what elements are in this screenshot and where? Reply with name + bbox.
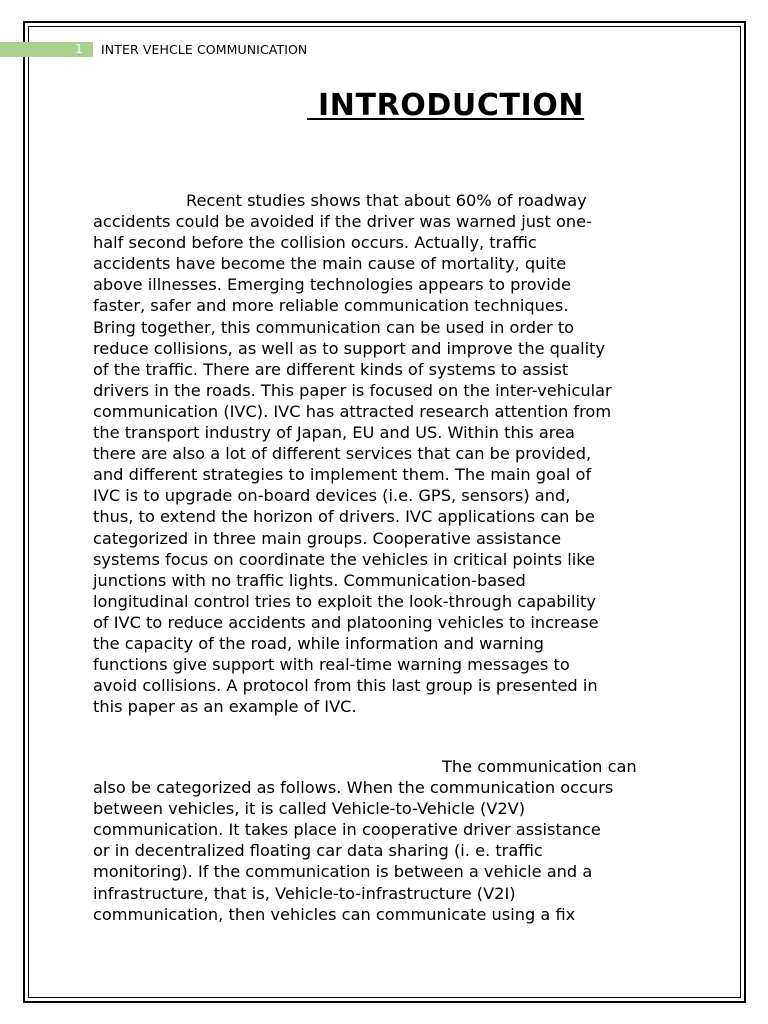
paragraph-line: above illnesses. Emerging technologies appears to provide	[93, 275, 571, 295]
paragraph-line: between vehicles, it is called Vehicle-to-Vehicle (V2V)	[93, 799, 526, 819]
paragraph-line: IVC is to upgrade on-board devices (i.e. GPS, sensors) and,	[93, 486, 571, 506]
paragraph-1	[93, 190, 683, 717]
paragraph-line: drivers in the roads. This paper is focused on the inter-vehicular	[93, 380, 612, 400]
paragraph-line: Bring together, this communication can be used in order to	[93, 317, 575, 337]
running-header-title: INTER VEHCLE COMMUNICATION	[101, 42, 308, 57]
paragraph-line: The communication can	[442, 757, 637, 776]
paragraph-line: infrastructure, that is, Vehicle-to-infrastructure (V2I)	[93, 883, 516, 903]
paragraph-line: longitudinal control tries to exploit the look-through capability	[93, 591, 596, 611]
paragraph-line: systems focus on coordinate the vehicles in critical points like	[93, 549, 596, 569]
paragraph-line: half second before the collision occurs. Actually, traffic	[93, 233, 537, 253]
paragraph-line: the capacity of the road, while information and warning	[93, 633, 544, 653]
paragraph-line: accidents could be avoided if the driver was warned just one-	[93, 212, 592, 232]
paragraph-line: or in decentralized floating car data sharing (i. e. traffic	[93, 841, 543, 861]
paragraph-line: accidents have become the main cause of mortality, quite	[93, 254, 567, 274]
paragraph-line: Recent studies shows that about 60% of roadway	[186, 191, 587, 210]
paragraph-line: avoid collisions. A protocol from this last group is presented in	[93, 676, 598, 696]
paragraph-line: faster, safer and more reliable communication techniques.	[93, 296, 569, 316]
paragraph-line: the transport industry of Japan, EU and US. Within this area	[93, 423, 575, 443]
page-number: 1	[75, 42, 83, 56]
paragraph-line: this paper as an example of IVC.	[93, 697, 357, 717]
paragraph-line: thus, to extend the horizon of drivers. IVC applications can be	[93, 507, 595, 527]
paragraph-line: reduce collisions, as well as to support and improve the quality	[93, 338, 606, 358]
section-heading: INTRODUCTION	[307, 88, 585, 123]
paragraph-line: of IVC to reduce accidents and platooning vehicles to increase	[93, 612, 599, 632]
paragraph-line: communication. It takes place in cooperative driver assistance	[93, 820, 601, 840]
paragraph-2	[93, 756, 683, 925]
paragraph-line: junctions with no traffic lights. Communication-based	[93, 570, 526, 590]
paragraph-line: there are also a lot of different services that can be provided,	[93, 444, 592, 464]
paragraph-line: categorized in three main groups. Cooperative assistance	[93, 528, 562, 548]
paragraph-line: also be categorized as follows. When the communication occurs	[93, 778, 614, 798]
paragraph-line: communication (IVC). IVC has attracted research attention from	[93, 401, 612, 421]
paragraph-line: and different strategies to implement them. The main goal of	[93, 465, 592, 485]
paragraph-line: of the traffic. There are different kinds of systems to assist	[93, 359, 569, 379]
paragraph-line: monitoring). If the communication is between a vehicle and a	[93, 862, 593, 882]
paragraph-line: communication, then vehicles can communicate using a fix	[93, 904, 576, 924]
paragraph-line: functions give support with real-time warning messages to	[93, 655, 570, 675]
